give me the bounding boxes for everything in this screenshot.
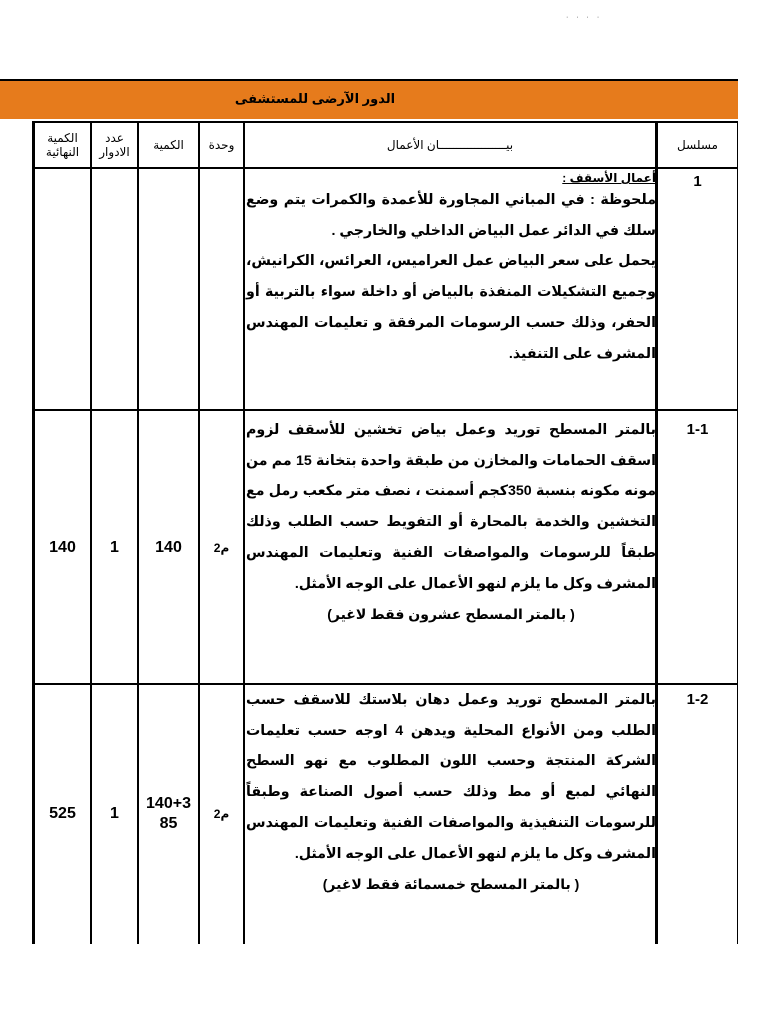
section-banner — [0, 79, 738, 119]
col-divider — [137, 121, 139, 944]
table-border-right — [737, 121, 738, 944]
row-unit: م2 — [213, 541, 230, 555]
description-note: ملحوظة : في المباني المجاورة للأعمدة والكمرات يتم وضع سلك في الدائر عمل البياض الداخلي والخارجي . — [246, 192, 656, 239]
row-description — [246, 415, 656, 630]
boq-table — [32, 121, 738, 944]
header-quantity: الكمية — [153, 138, 184, 152]
header-description: بيـــــــــــــــــــان الأعمال — [386, 138, 514, 152]
price-in-words: ( بالمتر المسطح خمسمائة فقط لاغير) — [322, 876, 580, 893]
row-unit: م2 — [213, 807, 230, 821]
description-text: بالمتر المسطح توريد وعمل بياض تخشين للأسقف لزوم اسقف الحمامات والمخازن من طبقة واحدة بتخانة 15 مم من مونه مكونه بنسبة 350كجم أسمنت ، نصف متر مكعب رمل مع التخشين والخدمة بالمحارة أو التفويط حسب الطلب وذلك طبقاً للرسومات والمواصفات الفنية وتعليمات المهندس المشرف وكل ما يلزم لنهو الأعمال على الوجه الأمثل. — [246, 422, 656, 592]
row-description — [246, 685, 656, 900]
row-quantity: 140+385 — [146, 795, 191, 832]
row-final-quantity: 140 — [49, 539, 76, 556]
header-serial: مسلسل — [677, 138, 718, 152]
header-divider — [32, 167, 738, 169]
row-serial: 1-2 — [686, 691, 709, 708]
row-description — [246, 171, 656, 369]
row-floors: 1 — [110, 539, 119, 556]
header-floors: عدد الادوار — [99, 131, 130, 159]
section-title: الدور الآرضى للمستشفى — [234, 91, 396, 106]
corner-marks: · · · · — [566, 14, 603, 21]
row-serial: 1-1 — [686, 421, 709, 438]
col-divider — [243, 121, 245, 944]
description-text: يحمل على سعر البياض عمل العراميس، العرائس، الكرانيش، وجميع التشكيلات المنفذة بالبياض أو داخلة سواء بالتربية أو الحفر، وذلك حسب الرسومات المرفقة و تعليمات المهندس المشرف على التنفيذ. — [246, 253, 656, 362]
row-floors: 1 — [110, 805, 119, 822]
row-quantity: 140 — [155, 539, 182, 556]
section-heading: أعمال الأسقف : — [562, 171, 656, 185]
header-final-quantity: الكمية النهائية — [45, 131, 80, 159]
description-text: بالمتر المسطح توريد وعمل دهان بلاستك للاسقف حسب الطلب ومن الأنواع المحلية ويدهن 4 اوجه حسب تعليمات الشركة المنتجة وحسب اللون المطلوب مع نهو السطح النهائي لمبع أو مط وذلك حسب أصول الصناعة وطبقاً للرسومات التنفيذية والمواصفات الفنية وتعليمات المهندس المشرف وكل ما يلزم لنهو الأعمال على الوجه الأمثل. — [246, 692, 656, 862]
row-final-quantity: 525 — [49, 805, 76, 822]
price-in-words: ( بالمتر المسطح عشرون فقط لاغير) — [327, 606, 575, 623]
row-divider — [32, 409, 738, 411]
header-unit: وحدة — [208, 138, 235, 152]
row-serial: 1 — [693, 173, 702, 190]
